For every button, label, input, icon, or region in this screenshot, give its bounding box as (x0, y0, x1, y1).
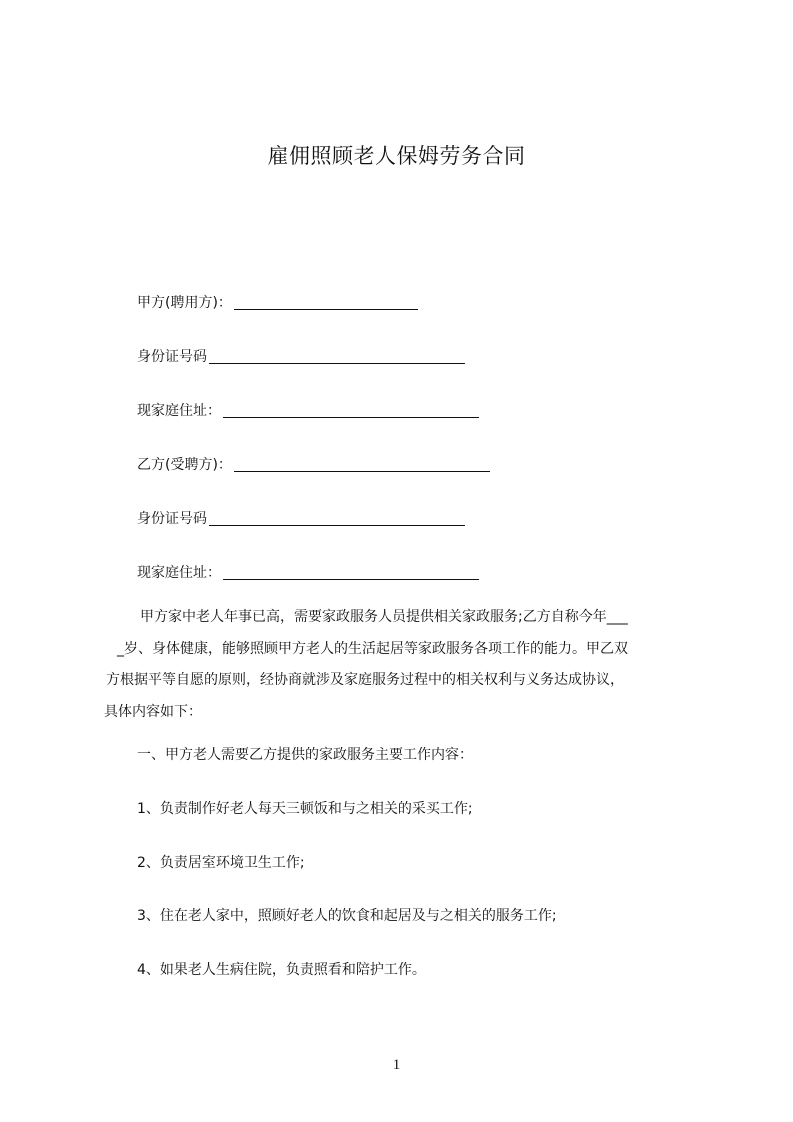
party-b-name-field (137, 452, 490, 476)
document-title: 雇佣照顾老人保姆劳务合同 (267, 144, 526, 168)
party-a-name-field (137, 290, 418, 314)
party-a-id-blank[interactable] (209, 347, 465, 364)
party-a-address-label: 现家庭住址： (137, 403, 221, 419)
intro-line: _岁、身体健康，能够照顾甲方老人的生活起居等家政服务各项工作的能力。甲乙双 (117, 640, 628, 657)
intro-line: 方根据平等自愿的原则，经协商就涉及家庭服务过程中的相关权利与义务达成协议， (106, 672, 624, 688)
list-item: 4、如果老人生病住院，负责照看和陪护工作。 (137, 962, 426, 978)
party-b-label: 乙方(受聘方)： (137, 457, 232, 473)
party-a-id-label: 身份证号码 (137, 349, 207, 365)
section-heading: 一、甲方老人需要乙方提供的家政服务主要工作内容： (137, 747, 473, 763)
party-a-id-field (137, 344, 465, 368)
list-item: 2、负责居室环境卫生工作; (137, 855, 305, 871)
party-a-blank[interactable] (234, 293, 418, 310)
intro-line: 甲方家中老人年事已高，需要家政服务人员提供相关家政服务;乙方自称今年___ (140, 609, 628, 625)
party-a-address-blank[interactable] (223, 401, 479, 418)
party-b-id-blank[interactable] (209, 509, 465, 526)
party-b-address-blank[interactable] (223, 563, 479, 580)
intro-paragraph (104, 602, 724, 728)
party-b-id-field (137, 506, 465, 530)
intro-line: 具体内容如下： (104, 703, 202, 720)
page-number: 1 (392, 1057, 401, 1073)
party-b-blank[interactable] (234, 455, 490, 472)
party-a-address-field (137, 398, 479, 422)
party-b-id-label: 身份证号码 (137, 511, 207, 527)
party-b-address-label: 现家庭住址： (137, 565, 221, 581)
list-item: 1、负责制作好老人每天三顿饭和与之相关的采买工作; (137, 801, 473, 817)
party-a-label: 甲方(聘用方)： (137, 295, 232, 311)
party-b-address-field (137, 560, 479, 584)
list-item: 3、住在老人家中，照顾好老人的饮食和起居及与之相关的服务工作; (137, 908, 557, 924)
